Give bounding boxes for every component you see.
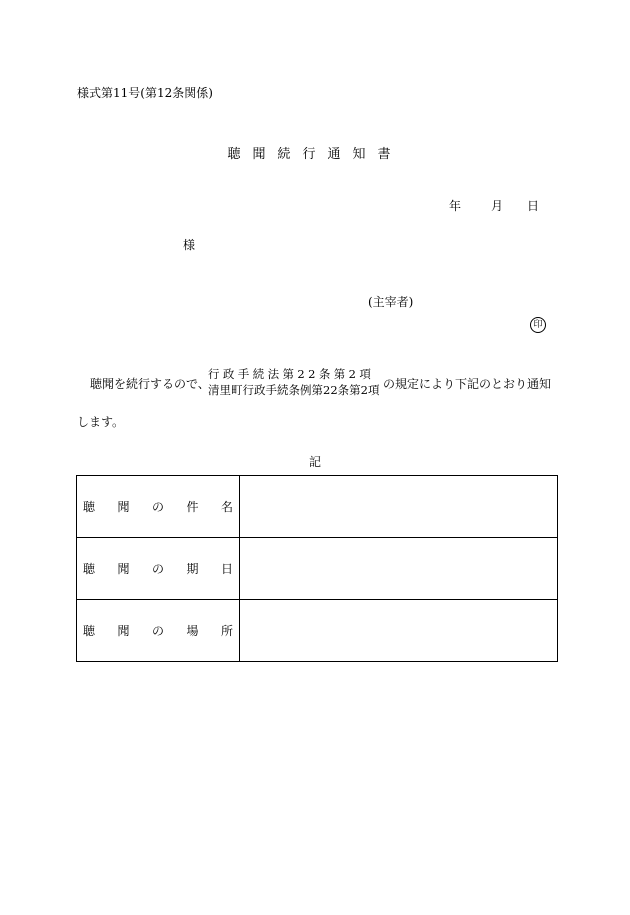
label-char: の bbox=[151, 500, 164, 514]
row-label-place bbox=[77, 600, 240, 662]
addressee-suffix: 様 bbox=[183, 238, 196, 252]
ki-heading: 記 bbox=[308, 455, 321, 469]
date-month: 月 bbox=[491, 199, 504, 213]
law-option-act: 行政手続法第22条第2項 bbox=[208, 367, 375, 381]
label-char: の bbox=[151, 562, 164, 576]
label-char: 場 bbox=[186, 624, 199, 638]
table-row bbox=[77, 600, 558, 662]
date-line bbox=[449, 197, 539, 214]
law-reference-stack bbox=[208, 366, 379, 398]
date-day: 日 bbox=[527, 199, 540, 213]
label-char: 聴 bbox=[83, 562, 96, 576]
table-row bbox=[77, 476, 558, 538]
row-value-case-name[interactable] bbox=[240, 476, 558, 538]
table-row bbox=[77, 538, 558, 600]
seal-mark: 印 bbox=[530, 317, 546, 333]
body-continuation: します。 bbox=[77, 415, 125, 429]
label-char: 期 bbox=[186, 562, 199, 576]
label-char: 名 bbox=[220, 500, 233, 514]
sender-label: (主宰者) bbox=[368, 295, 414, 309]
label-char: 聞 bbox=[117, 500, 130, 514]
label-char: 所 bbox=[220, 624, 233, 638]
row-label-case-name bbox=[77, 476, 240, 538]
law-option-ordinance: 清里町行政手続条例第22条第2項 bbox=[208, 383, 380, 397]
document-title: 聴聞続行通知書 bbox=[227, 147, 403, 162]
label-char: 聴 bbox=[83, 500, 96, 514]
label-char: 日 bbox=[220, 562, 233, 576]
row-value-place[interactable] bbox=[240, 600, 558, 662]
label-char: 聞 bbox=[117, 562, 130, 576]
form-number: 様式第11号(第12条関係) bbox=[77, 86, 213, 100]
body-suffix: の規定により下記のとおり通知 bbox=[383, 377, 552, 391]
label-char: の bbox=[151, 624, 164, 638]
hearing-info-table bbox=[76, 475, 558, 662]
body-prefix: 聴聞を続行するので、 bbox=[90, 377, 210, 391]
label-char: 聴 bbox=[83, 624, 96, 638]
label-char: 聞 bbox=[117, 624, 130, 638]
date-year: 年 bbox=[449, 199, 462, 213]
label-char: 件 bbox=[186, 500, 199, 514]
row-label-date bbox=[77, 538, 240, 600]
row-value-date[interactable] bbox=[240, 538, 558, 600]
